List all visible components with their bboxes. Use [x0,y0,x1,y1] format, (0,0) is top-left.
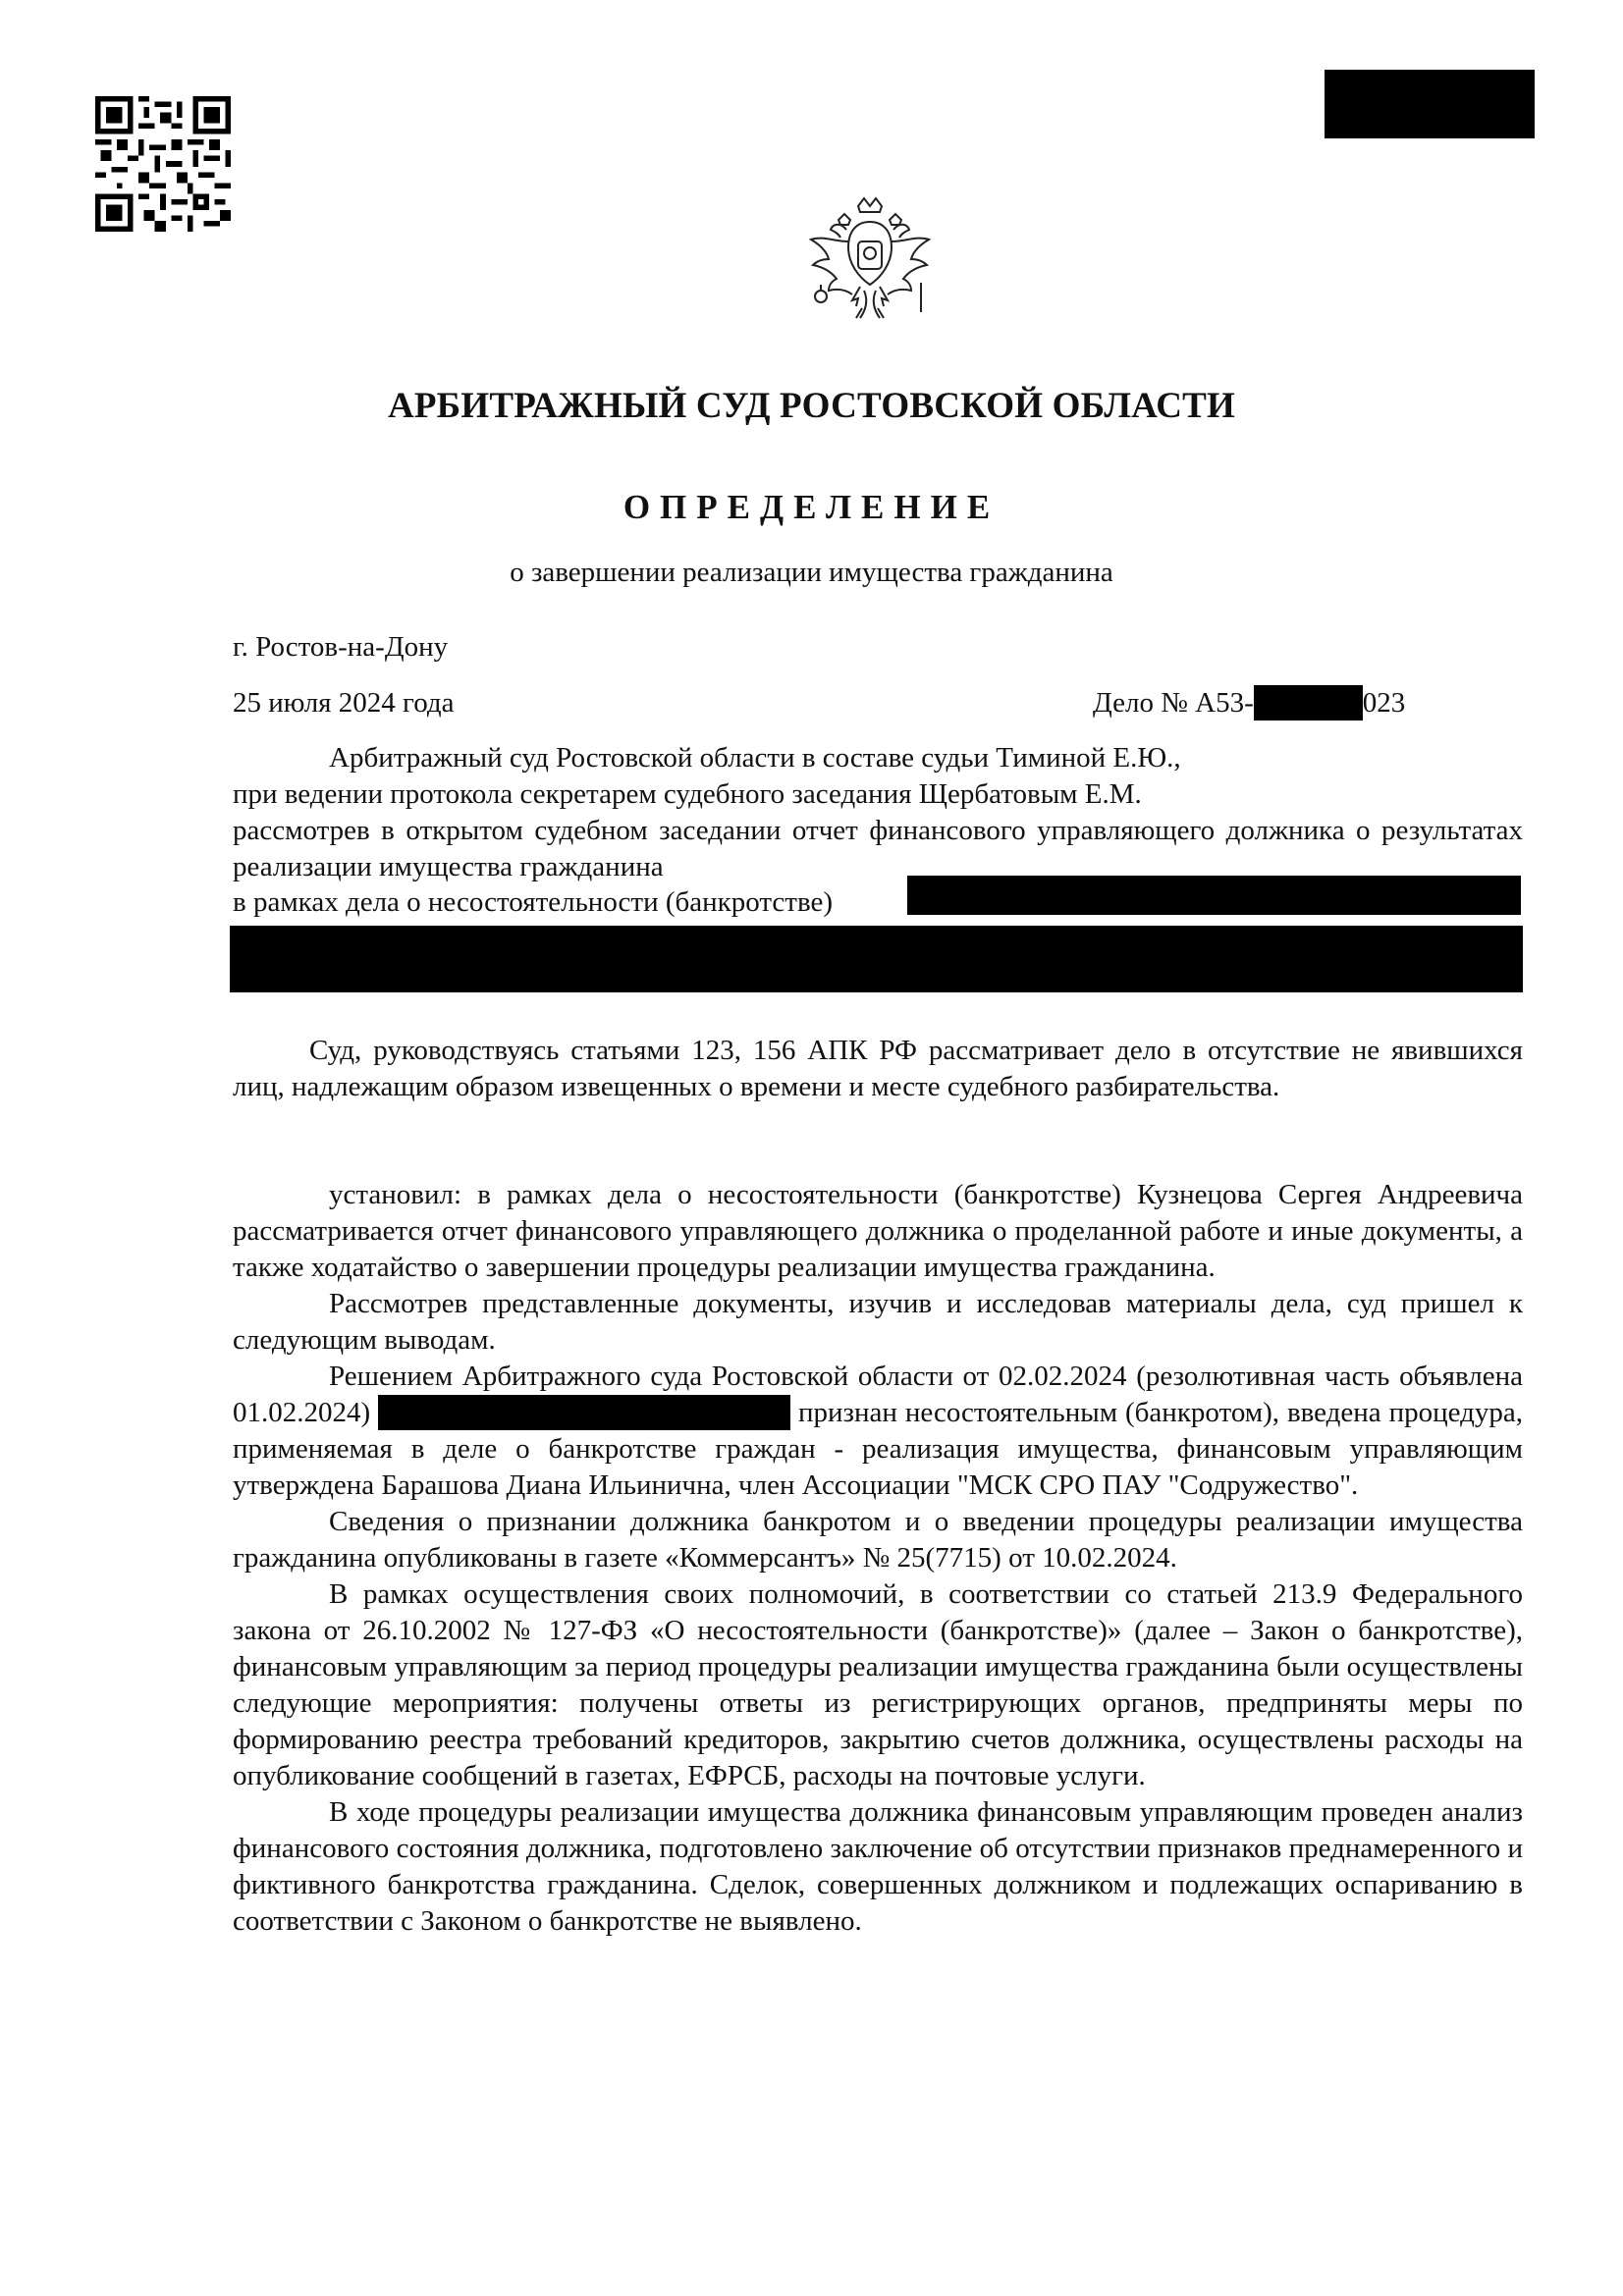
intro-line-secretary: при ведении протокола секретарем судебного заседания Щербатовым Е.М. [233,778,1142,810]
redacted-block-top-right [1325,70,1535,138]
document-type-title: ОПРЕДЕЛЕНИЕ [622,488,1001,526]
intro-line-case: в рамках дела о несостоятельности (банкротстве) [233,886,833,918]
body-paragraph-1 [233,1033,1523,1105]
city: г. Ростов-на-Дону [233,631,449,663]
paragraph-analysis: В ходе процедуры реализации имущества должника финансовым управляющим проведен анализ финансового состояния должника, подготовлено заключение об отсутствии признаков преднамеренного и фиктивного банкротства гражданина. Сделок, совершенных должником и подлежащих оспариванию в соответствии с Законом о банкротстве не выявлено. [233,1796,1523,1937]
intro-line-judge: Арбитражный суд Ростовской области в составе судьи Тиминой Е.Ю., [329,742,1181,774]
paragraph-activities: В рамках осуществления своих полномочий, в соответствии со статьей 213.9 Федерального закона от 26.10.2002 № 127-ФЗ «О несостоятельности (банкротстве)» (далее – Закон о банкротстве), финансовым управляющим за период процедуры реализации имущества гражданина были осуществлены следующие мероприятия: получены ответы из регистрирующих органов, предприняты меры по формированию реестра требований кредиторов, закрытию счетов должника, осуществлены расходы на опубликование сообщений в газетах, ЕФРСБ, расходы на почтовые услуги. [233,1578,1523,1791]
intro-report-text: рассмотрев в открытом судебном заседании отчет финансового управляющего должника о результатах реализации имущества гражданина [233,815,1523,882]
document-subject: о завершении реализации имущества гражданина [510,557,1113,588]
paragraph-decision [233,1359,1523,1504]
document-date: 25 июля 2024 года [233,687,455,719]
decision-text-part1: Решением Арбитражного суда Ростовской области от 02.02.2024 (резолютивная часть объявлена 01.02.2024) [233,1361,1523,1428]
case-number-prefix: Дело № А53- [1093,687,1254,719]
redacted-debtor-name-1 [907,876,1521,915]
paragraph-procedure: Суд, руководствуясь статьями 123, 156 АПК РФ рассматривает дело в отсутствие не явившихся лиц, надлежащим образом извещенных о времени и месте судебного разбирательства. [233,1035,1523,1102]
court-name: АРБИТРАЖНЫЙ СУД РОСТОВСКОЙ ОБЛАСТИ [387,386,1236,426]
paragraph-review: Рассмотрев представленные документы, изучив и исследовав материалы дела, суд пришел к следующим выводам. [233,1288,1523,1356]
qr-code [95,96,231,232]
redacted-debtor-details [230,926,1523,992]
paragraph-established: установил: в рамках дела о несостоятельности (банкротстве) Кузнецова Сергея Андреевича рассматривается отчет финансового управляющего должника о проделанной работе и иные документы, а также ходатайство о завершении процедуры реализации имущества гражданина. [233,1179,1523,1283]
paragraph-publication: Сведения о признании должника банкротом и о введении процедуры реализации имущества гражданина опубликованы в газете «Коммерсантъ» № 25(7715) от 10.02.2024. [233,1506,1523,1574]
body-paragraphs [233,1177,1523,1940]
intro-line-report [233,813,1523,885]
case-number-suffix: 023 [1362,687,1406,719]
decision-text-part2: признан несостоятельным (банкротом), введена процедура, применяемая в деле о банкротстве граждан - реализация имущества, финансовым управляющим утверждена Барашова Диана Ильинична, член Ассоциации "МСК СРО ПАУ "Содружество". [233,1397,1523,1501]
redacted-debtor-name-2 [378,1395,790,1430]
case-number-redaction [1254,685,1363,721]
coat-of-arms-emblem [799,192,941,330]
case-number [1093,685,1405,721]
